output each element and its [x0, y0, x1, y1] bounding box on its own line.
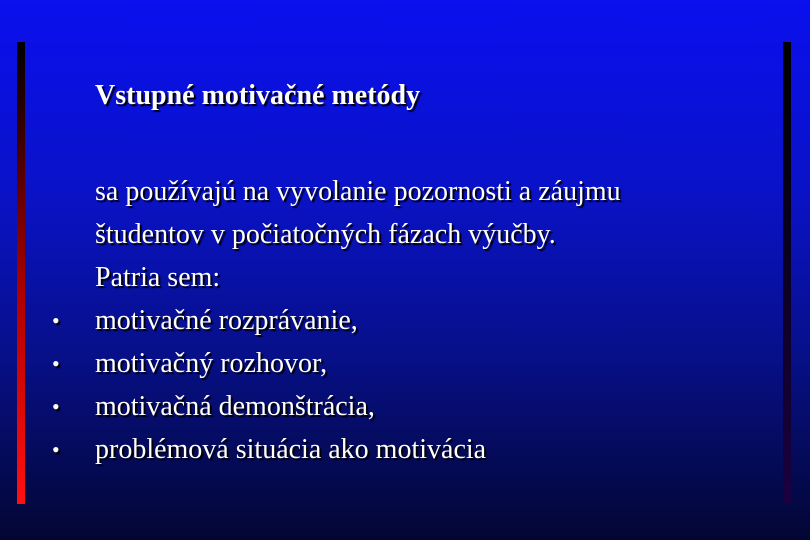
slide-title: Vstupné motivačné metódy	[95, 80, 421, 111]
bullet-item	[52, 428, 755, 471]
intro-line-3: Patria sem:	[95, 262, 221, 293]
bullet-dot-icon: •	[52, 437, 60, 462]
bullet-item	[52, 342, 755, 385]
slide-body	[52, 170, 755, 471]
bullet-item-text: problémová situácia ako motivácia	[95, 434, 487, 465]
bullet-item-text: motivačná demonštrácia,	[95, 391, 375, 422]
right-decorative-bar	[783, 42, 791, 504]
bullet-item-text: motivačné rozprávanie,	[95, 305, 358, 336]
bullet-item	[52, 299, 755, 342]
bullet-dot-icon: •	[52, 351, 60, 376]
bullet-item	[52, 385, 755, 428]
left-decorative-bar	[17, 42, 25, 504]
bullet-dot-icon: •	[52, 308, 60, 333]
bullet-dot-icon: •	[52, 394, 60, 419]
intro-line-1: sa používajú na vyvolanie pozornosti a záujmu	[95, 176, 621, 207]
intro-line-2: študentov v počiatočných fázach výučby.	[95, 219, 556, 250]
bullet-item-text: motivačný rozhovor,	[95, 348, 328, 379]
